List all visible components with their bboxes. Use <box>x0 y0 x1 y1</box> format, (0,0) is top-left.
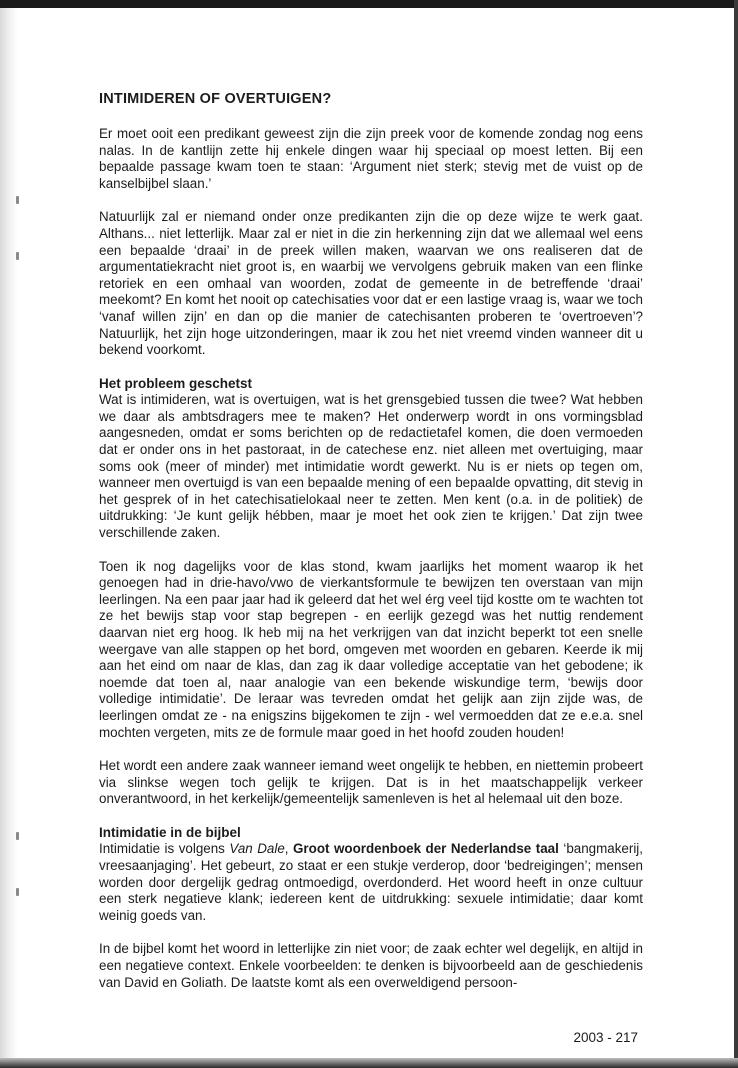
scan-edge-left <box>0 8 18 1058</box>
section-heading-probleem: Het probleem geschetst <box>99 375 253 391</box>
body-paragraph <box>99 841 643 924</box>
body-paragraph: Wat is intimideren, wat is overtuigen, wat is het grensgebied tussen die twee? Wat hebben we daar als ambtsdragers mee te maken? Het onderwerp wordt in ons vormingsblad aangesneden, omdat er soms berichten op de redactietafel komen, die doen vermoeden dat er onder ons in het pastoraat, in de catechese enz. niet alleen met overtuiging, maar soms ook (meer of minder) met intimidatie wordt gewerkt. Nu is er niets op tegen om, wanneer men overtuigd is van een bepaalde mening of een bepaalde opvatting, dit stevig in het gesprek of in het catechisatielokaal neer te zetten. Men kent (o.a. in de politiek) de uitdrukking: ‘Je kunt gelijk hébben, maar je moet het ook zien te krijgen.’ Dat zijn twee verschillende zaken. <box>99 392 643 540</box>
page-number: 2003 - 217 <box>573 1030 638 1045</box>
article-page <box>99 90 643 1008</box>
body-paragraph: In de bijbel komt het woord in letterlijke zin niet voor; de zaak echter wel degelijk, en altijd in een negatieve context. Enkele voorbeelden: te denken is bijvoorbeeld aan de geschiedenis van David en Goliath. De laatste komt als een overweldigend persoon- <box>99 941 643 990</box>
text-run: Intimidatie is volgens <box>99 841 230 857</box>
scan-edge-right <box>734 0 738 1068</box>
binding-hole-mark <box>16 832 19 840</box>
scan-edge-top <box>0 0 738 8</box>
binding-hole-mark <box>16 196 19 204</box>
binding-hole-mark <box>16 888 19 896</box>
text-run: , <box>284 841 294 857</box>
article-title: INTIMIDEREN OF OVERTUIGEN? <box>99 91 332 107</box>
body-paragraph: Natuurlijk zal er niemand onder onze predikanten zijn die op deze wijze te werk gaat. Althans... niet letterlijk. Maar zal er niet in die zin herkenning zijn dat we allemaal wel eens een bepaalde ‘draai’ in de preek willen maken, waarvan we ons realiseren dat de argumentatiekracht niet groot is, en waarbij we vervolgens gebruik maken van een flinke retoriek en een omhaal van woorden, zodat de gemeente in de betreffende ‘draai’ meekomt? En komt het nooit op catechisaties voor dat er een lastige vraag is, waar we toch ‘vanaf willen zijn’ en dan op die manier de catechisanten proberen te ‘overtroeven’? Natuurlijk, het zijn hoge uitzonderingen, maar ik zou het niet vreemd vinden wanneer dit u bekend voorkomt. <box>99 209 643 358</box>
body-paragraph: Toen ik nog dagelijks voor de klas stond, kwam jaarlijks het moment waarop ik het genoegen had in drie-havo/vwo de vierkantsformule te bewijzen ten overstaan van mijn leerlingen. Na een paar jaar had ik geleerd dat het wel érg veel tijd kostte om te wachten tot ze het bewijs stap voor stap begrepen - en eerlijk gezegd was het nuttig rendement daarvan niet erg hoog. Ik heb mij na het verkrijgen van dat inzicht beperkt tot een snelle weergave van alle stappen op het bord, omgeven met woorden en gebaren. Keerde ik mij aan het eind om naar de klas, dan zag ik daar volledige acceptatie van het gebodene; ik noemde dat toen al, naar analogie van een bekende wiskundige term, ‘bewijs door volledige intimidatie’. De leraar was tevreden omdat het gelijk aan zijn zijde was, de leerlingen omdat ze - na enigszins bijgekomen te zijn - wel vermoedden dat ze e.e.a. snel mochten vergeten, mits ze de formule maar goed in het hoofd zouden houden! <box>99 558 643 740</box>
intro-paragraph: Er moet ooit een predikant geweest zijn die zijn preek voor de komende zondag nog eens nalas. In de kantlijn zette hij enkele dingen waar hij speciaal op moest letten. Bij een bepaalde passage kwam toen te staan: ‘Argument niet sterk; stevig met de vuist op de kanselbijbel slaan.’ <box>99 126 643 191</box>
section-heading-bijbel: Intimidatie in de bijbel <box>99 824 241 840</box>
source-bold: Groot woordenboek der Nederlandse taal <box>293 841 559 857</box>
scan-edge-bottom <box>0 1058 738 1068</box>
binding-hole-mark <box>16 252 19 260</box>
text-run: ‘bangmakerij, vreesaanjaging’. Het gebeurt, zo staat er een stukje verderop, door ‘bedreigingen’; mensen worden door dergelijk gedrag ontmoedigd, overdonderd. Het woord heeft in onze cultuur een sterk negatieve klank; iedereen kent de uitdrukking: sexuele intimidatie; daar komt weinig goeds van. <box>99 841 643 923</box>
source-italic: Van Dale <box>229 841 285 857</box>
body-paragraph: Het wordt een andere zaak wanneer iemand weet ongelijk te hebben, en niettemin probeert via slinkse wegen toch gelijk te krijgen. Dat is in het maatschappelijk verkeer onverantwoord, in het kerkelijk/gemeentelijk samenleven is het al helemaal uit den boze. <box>99 758 643 807</box>
